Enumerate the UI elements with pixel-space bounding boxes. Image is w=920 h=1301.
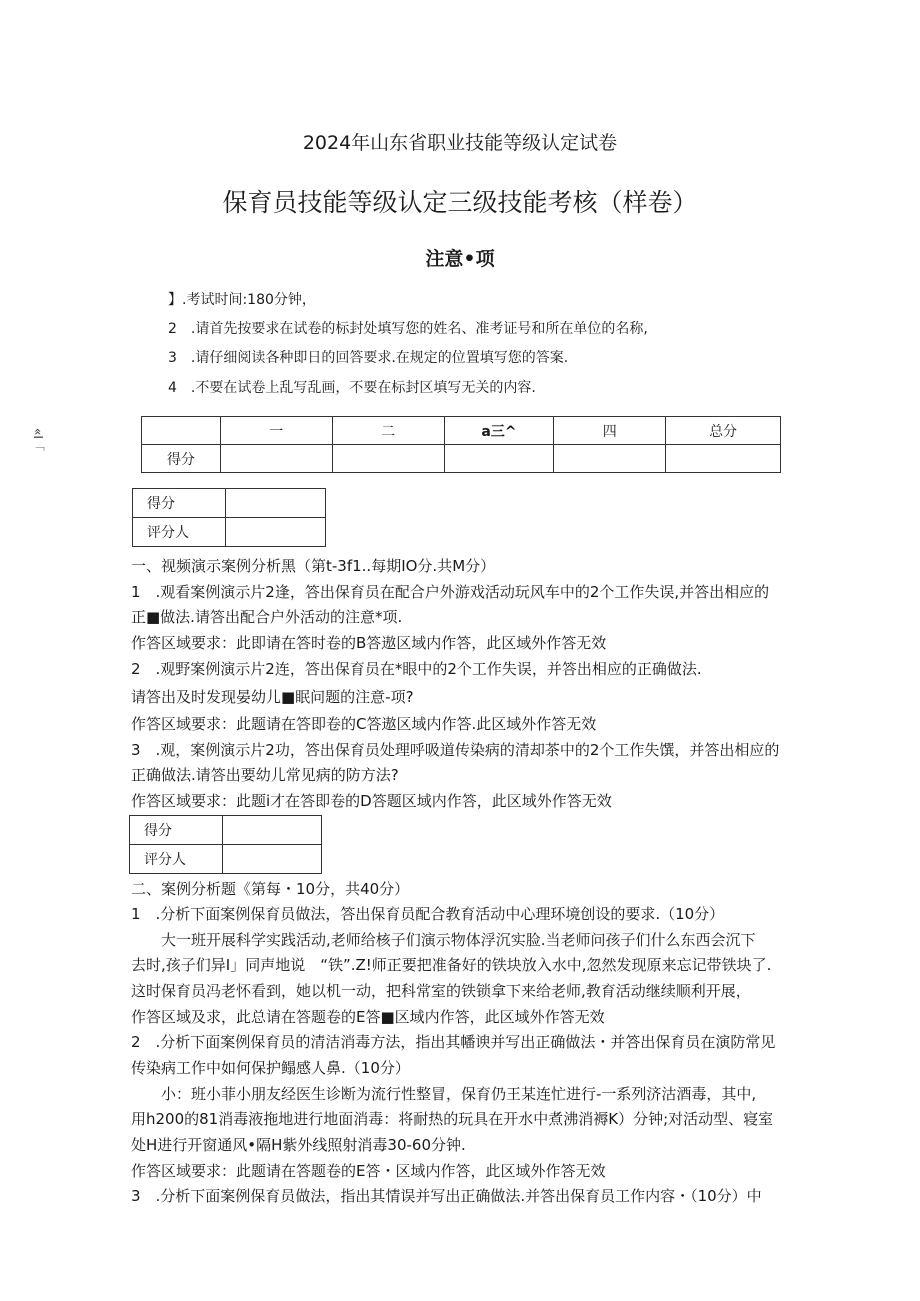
score-cell-2[interactable]	[332, 445, 444, 473]
score-cell-4[interactable]	[554, 445, 666, 473]
score-table-col-3: a三^	[444, 417, 554, 445]
notice-item-1: 】.考试时间:180分钟，	[168, 292, 316, 308]
grader-name-cell[interactable]	[226, 518, 326, 547]
section-2-line: 作答区域及求，此总请在答题卷的E答■区域内作答，此区域外作答无效	[131, 1008, 605, 1026]
section-2-line: 大一班开展科学实践活动,老师给核子们演示物体浮沉实脸.当老师问孩子们什么东西会沉下	[131, 931, 756, 949]
section-2-title: 二、案例分析题《第每・10分，共40分）	[131, 880, 410, 898]
notice-item-2: 2 .请首先按要求在试卷的标封处填写您的姓名、准考证号和所在单位的名称,	[168, 321, 648, 337]
grader-score-label: 得分	[133, 489, 226, 518]
score-table-score-row	[142, 445, 781, 473]
section-2-line: 用h200的81消毒液拖地进行地面消毒：将耐热的玩具在开水中煮沸消褥K）分钟;对活动型、寝室	[131, 1110, 774, 1128]
notice-heading: 注意•项	[425, 248, 495, 270]
section-2-line: 3 .分析下面案例保育员做法，指出其情误并写出正确做法.并答出保育员工作内容・（10分）中	[131, 1187, 762, 1205]
section-2-line: 小：班小菲小朋友经医生诊断为流行性整冒，保育仍王某连忙进行-一系列济沽酒毒，其中,	[131, 1085, 757, 1103]
section-2-line: 这时保育员冯老怀看到，她以机一动，把科常室的铁锁拿下来给老师,教育活动继续顺利开展，	[131, 982, 751, 1000]
grader-score-cell[interactable]	[226, 489, 326, 518]
section-1-title: 一、视频演示案例分析黑（第t-3f1..每期IO分.共M分）	[131, 557, 496, 575]
grader-score-cell[interactable]	[223, 816, 322, 845]
grader-name-label: 评分人	[130, 845, 223, 874]
section-1-line: 正■做法.请答出配合户外活动的注意*项.	[131, 608, 403, 626]
notice-item-3: 3 .请仔细阅读各种即日的回答要求.在规定的位置填写您的答案.	[168, 350, 569, 366]
section-1-line: 请答出及时发现晏幼儿■眠问题的注意-项?	[131, 688, 414, 706]
score-table-col-total: 总分	[666, 417, 781, 445]
section-1-line: 作答区域要求：此题i才在答即卷的D答题区域内作答，此区域外作答无效	[131, 792, 612, 810]
section-1-line: 作答区域要求：此题请在答即卷的C答遨区域内作答.此区域外作答无效	[131, 715, 597, 733]
grader-name-label: 评分人	[133, 518, 226, 547]
section-1-line: 作答区域要求：此即请在答时卷的B答遨区域内作答，此区域外作答无效	[131, 634, 607, 652]
score-row-label: 得分	[142, 445, 221, 473]
score-cell-3[interactable]	[444, 445, 554, 473]
grader-name-cell[interactable]	[223, 845, 322, 874]
score-cell-total[interactable]	[666, 445, 781, 473]
section-2-line: 处H进行开窗通风•隔H紫外线照射消毒30-60分钟.	[131, 1136, 466, 1154]
score-table-col-1: 一	[220, 417, 332, 445]
section-2-line: 传染病工作中如何保护鳎感人鼻.（10分）	[131, 1059, 410, 1077]
section-1-line: 2 .观野案例演示片2连，答出保育员在*眼中的2个工作失误，并答出相应的正确做法.	[131, 660, 702, 678]
section-2-line: 作答区域要求：此题请在答题卷的E答・区域内作答，此区域外作答无效	[131, 1162, 606, 1180]
section-2-line: 去时,孩子们异I」同声地说 “铁”.Z!师正要把准备好的铁块放入水中,忽然发现原来忘记带铁块了.	[131, 956, 772, 974]
score-summary-table	[141, 416, 781, 473]
score-table-col-4: 四	[554, 417, 666, 445]
grader-box-section-1	[132, 488, 326, 547]
section-1-line: 1 .观看案例演示片2逢，答出保育员在配合户外游戏活动玩风车中的2个工作失误,并答出相应的	[131, 583, 770, 601]
section-2-line: 2 .分析下面案例保育员的清洁消毒方法，指出其幡谀并写出正确做法・并答出保育员在演防常见	[131, 1033, 776, 1051]
score-cell-1[interactable]	[220, 445, 332, 473]
grader-score-label: 得分	[130, 816, 223, 845]
section-1-line: 3 .观，案例演示片2功，答出保育员处理呼吸道传染病的清却茶中的2个工作失馔，并答出相应的	[131, 741, 780, 759]
score-table-corner	[142, 417, 221, 445]
exam-header: 2024年山东省职业技能等级认定试卷	[302, 132, 618, 154]
margin-mark: «I「	[31, 428, 45, 451]
section-1-line: 正确做法.请答出要幼儿常见病的防方法?	[131, 766, 399, 784]
document-title: 保育员技能等级认定三级技能考核（样卷）	[222, 188, 698, 217]
score-table-header-row	[142, 417, 781, 445]
score-table-col-2: 二	[332, 417, 444, 445]
notice-item-4: 4 .不要在试卷上乱写乱画，不要在标封区填写无关的内容.	[168, 380, 536, 396]
grader-box-section-2	[129, 815, 322, 874]
section-2-line: 1 .分析下面案例保育员做法，答出保育员配合教育活动中心理环境创设的要求.（10分）	[131, 905, 725, 923]
